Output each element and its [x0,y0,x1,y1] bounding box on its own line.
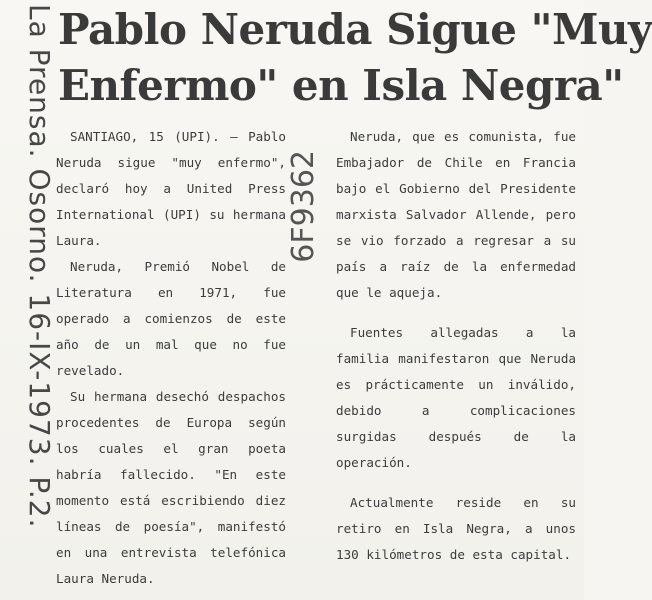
headline [58,2,652,114]
paragraph: Su hermana desechó despachos procedentes de Europa según los cuales el gran poeta habría fallecido. "En este momento está escribiendo diez líneas de poesía", manifestó en una entrevista telefónica Laura Neruda. [56,389,286,586]
paragraph: Actualmente reside en su retiro en Isla Negra, a unos 130 kilómetros de esta capital. [336,495,576,562]
paragraph: SANTIAGO, 15 (UPI). — Pablo Neruda sigue "muy enfermo", declaró hoy a United Press International (UPI) su hermana Laura. [56,129,286,248]
headline-line-2: Enfermo" en Isla Negra" [58,61,624,110]
article-column-right [336,124,576,568]
paragraph: Fuentes allegadas a la familia manifestaron que Neruda es prácticamente un inválido, debido a complicaciones surgidas después de la operación. [336,325,576,470]
handwritten-catalog-number: 6F9362 [286,150,321,263]
article-column-left [56,124,286,592]
paragraph: Neruda, que es comunista, fue Embajador de Chile en Francia bajo el Gobierno del Presidente marxista Salvador Allende, pero se vio forzado a regresar a su país a raíz de la enfermedad que le aqueja. [336,129,576,300]
paragraph: Neruda, Premió Nobel de Literatura en 1971, fue operado a comienzos de este año de un mal que no fue revelado. [56,259,286,378]
headline-line-1: Pablo Neruda Sigue "Muy [58,5,652,54]
handwritten-margin-note: La Prensa. Osorno. 16-IX-1973. P.2. [23,4,56,529]
